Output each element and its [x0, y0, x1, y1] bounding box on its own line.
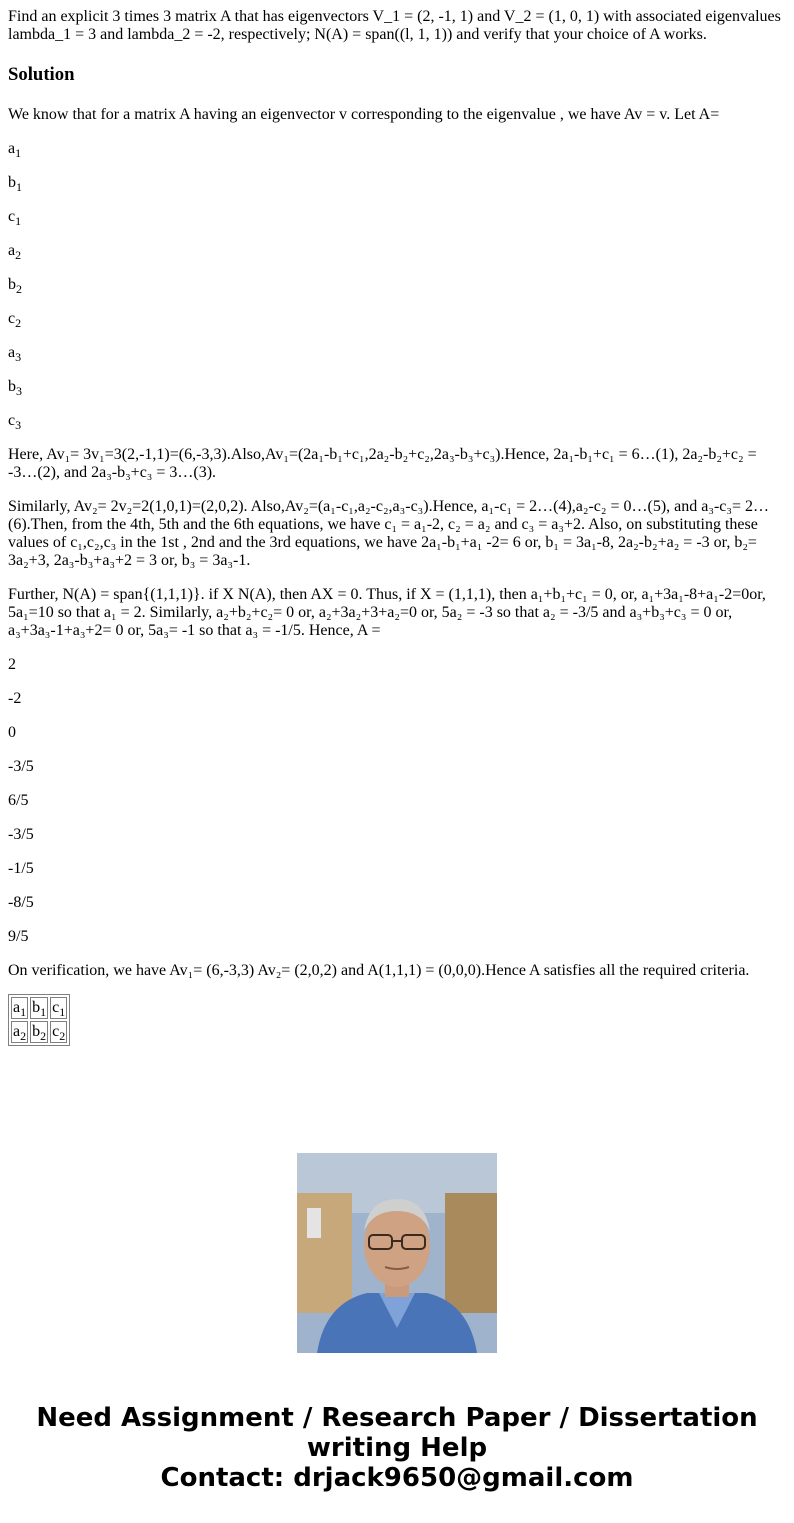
matrix-value: -2: [8, 690, 22, 707]
table-cell: $c_1$: [52, 999, 66, 1020]
verification-paragraph: On verification, we have Av₁= (6,-3,3) Av₂= (2,0,2) and A(1,1,1) = (0,0,0).Hence A satisfies all the required criteria.: [8, 962, 750, 979]
matrix-value: -3/5: [8, 758, 34, 775]
question-text: Find an explicit 3 times 3 matrix A that has eigenvectors V_1 = (2, -1, 1) and V_2 = (1, 0, 1) with associated eigenvalues lambda_1 = 3 and lambda_2 = -2, respectively; N(A) = span((l, 1, 1)) and verify that your choice of A works.: [8, 8, 781, 43]
footer-contact: Contact: drjack9650@gmail.com: [160, 1463, 634, 1493]
matrix-entry: $b_3$: [8, 378, 22, 399]
matrix-value: 9/5: [8, 928, 29, 945]
author-photo: [297, 1153, 497, 1353]
matrix-value: -8/5: [8, 894, 34, 911]
matrix-entry: $c_3$: [8, 412, 22, 433]
matrix-entry: $a_1$: [8, 140, 22, 161]
advertisement-footer: [0, 1403, 794, 1493]
matrix-table: [8, 994, 70, 1046]
nullspace-paragraph: Further, N(A) = span{(1,1,1)}. if X N(A), then AX = 0. Thus, if X = (1,1,1), then a₁+b₁+c₁ = 0, or, a₁+3a₁-8+a₁-2=0or, 5a₁=10 so that a₁ = 2. Similarly, a₂+b₂+c₂= 0 or, a₂+3a₂+3+a₂=0 or, 5a₂ = -3 so that a₂ = -3/5 and a₃+b₃+c₃ = 0 or, a₃+3a₃-1+a₃+2= 0 or, 5a₃= -1 so that a₃ = -1/5. Hence, A =: [8, 586, 766, 639]
matrix-value-entries: [8, 656, 784, 946]
table-cell: $a_1$: [13, 999, 27, 1020]
eigen-v1-paragraph: Here, Av₁= 3v₁=3(2,-1,1)=(6,-3,3).Also,Av₁=(2a₁-b₁+c₁,2a₂-b₂+c₂,2a₃-b₃+c₃).Hence, 2a₁-b₁+c₁ = 6…(1), 2a₂-b₂+c₂ = -3…(2), and 2a₃-b₃+c₃ = 3…(3).: [8, 446, 757, 481]
matrix-entry: $a_2$: [8, 242, 22, 263]
matrix-value: 2: [8, 656, 16, 673]
solution-heading: Solution: [8, 64, 75, 85]
table-cell: $b_1$: [32, 999, 47, 1020]
table-row: [11, 997, 67, 1019]
table-cell: $b_2$: [32, 1023, 47, 1044]
matrix-value: 0: [8, 724, 16, 741]
matrix-entry: $b_1$: [8, 174, 22, 195]
matrix-value: 6/5: [8, 792, 29, 809]
person-portrait-image: [297, 1153, 497, 1353]
table-row: [11, 1021, 67, 1043]
solution-document: [8, 8, 784, 1044]
matrix-entry: $c_2$: [8, 310, 22, 331]
matrix-value: -1/5: [8, 860, 34, 877]
matrix-entry: $b_2$: [8, 276, 22, 297]
matrix-generic-entries: [8, 140, 784, 433]
table-cell: $c_2$: [52, 1023, 66, 1044]
matrix-entry: $a_3$: [8, 344, 22, 365]
intro-paragraph: We know that for a matrix A having an eigenvector v corresponding to the eigenvalue , we have Av = v. Let A=: [8, 106, 720, 123]
matrix-value: -3/5: [8, 826, 34, 843]
matrix-entry: $c_1$: [8, 208, 22, 229]
table-cell: $a_2$: [13, 1023, 27, 1044]
matrix-table-clipped: [8, 994, 66, 1044]
footer-line-2: writing Help: [306, 1433, 488, 1463]
footer-line-1: Need Assignment / Research Paper / Dissertation: [36, 1403, 758, 1433]
eigen-v2-paragraph: Similarly, Av₂= 2v₂=2(1,0,1)=(2,0,2). Also,Av₂=(a₁-c₁,a₂-c₂,a₃-c₃).Hence, a₁-c₁ = 2…(4),a₂-c₂ = 0…(5), and a₃-c₃= 2…(6).Then, from the 4th, 5th and the 6th equations, we have c₁ = a₁-2, c₂ = a₂ and c₃ = a₃+2. Also, on substituting these values of c₁,c₂,c₃ in the 1st , 2nd and the 3rd equations, we have 2a₁-b₁+a₁ -2= 6 or, b₁ = 3a₁-8, 2a₂-b₂+a₂ = -3 or, b₂= 3a₂+3, 2a₃-b₃+a₃+2 = 3 or, b₃ = 3a₃-1.: [8, 498, 769, 569]
